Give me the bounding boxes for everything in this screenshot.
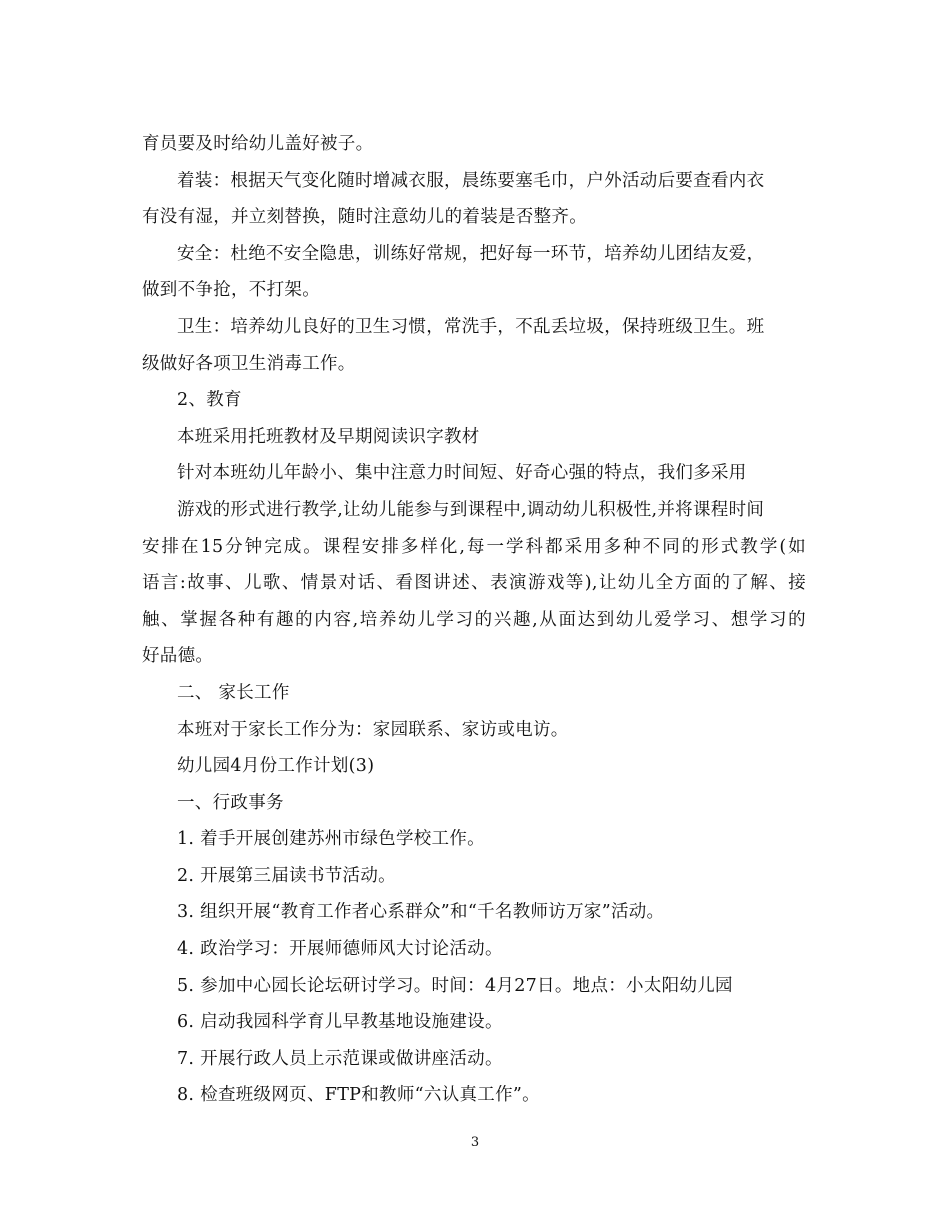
text-line: 本班对于家长工作分为：家园联系、家访或电访。 [177,719,569,740]
document-body [142,126,806,1114]
text-line: 卫生：培养幼儿良好的卫生习惯，常洗手，不乱丢垃圾，保持班级卫生。班 [177,316,765,337]
text-line: 游戏的形式进行教学,让幼儿能参与到课程中,调动幼儿积极性,并将课程时间 [177,499,765,520]
text-line: 3. 组织开展“教育工作者心系群众”和“千名教师访万家”活动。 [177,902,665,923]
text-line: 安全：杜绝不安全隐患，训练好常规，把好每一环节，培养幼儿团结友爱， [177,243,765,264]
text-line: 5. 参加中心园长论坛研讨学习。时间：4月27日。地点：小太阳幼儿园 [177,975,733,996]
text-line: 二、 家长工作 [177,682,290,703]
text-line: 2、教育 [177,390,242,411]
text-line: 针对本班幼儿年龄小、集中注意力时间短、好奇心强的特点，我们多采用 [177,463,747,484]
text-line: 8. 检查班级网页、FTP和教师“六认真工作”。 [177,1085,540,1106]
text-line: 7. 开展行政人员上示范课或做讲座活动。 [177,1048,503,1069]
text-line: 做到不争抢，不打架。 [142,280,320,301]
text-line: 触、掌握各种有趣的内容,培养幼儿学习的兴趣,从面达到幼儿爱学习、想学习的 [142,609,806,630]
text-line: 育员要及时给幼儿盖好被子。 [142,134,374,154]
text-line: 好品德。 [142,646,214,667]
text-line: 有没有湿，并立刻替换，随时注意幼儿的着装是否整齐。 [142,207,587,228]
text-line: 着装：根据天气变化随时增减衣服，晨练要塞毛巾，户外活动后要查看内衣 [177,170,765,191]
text-line: 2. 开展第三届读书节活动。 [177,865,396,886]
text-line: 6. 启动我园科学育儿早教基地设施建设。 [177,1012,503,1033]
text-line: 安排在15分钟完成。课程安排多样化,每一学科都采用多种不同的形式教学(如 [142,536,806,557]
text-line: 幼儿园4月份工作计划(3) [177,756,375,777]
text-line: 一、行政事务 [177,792,284,813]
text-line: 1. 着手开展创建苏州市绿色学校工作。 [177,829,485,850]
text-line: 语言:故事、儿歌、情景对话、看图讲述、表演游戏等),让幼儿全方面的了解、接 [142,573,806,594]
text-line: 4. 政治学习：开展师德师风大讨论活动。 [177,939,503,960]
text-line: 本班采用托班教材及早期阅读识字教材 [177,426,480,447]
page-number: 3 [470,1135,480,1150]
text-line: 级做好各项卫生消毒工作。 [142,353,356,374]
